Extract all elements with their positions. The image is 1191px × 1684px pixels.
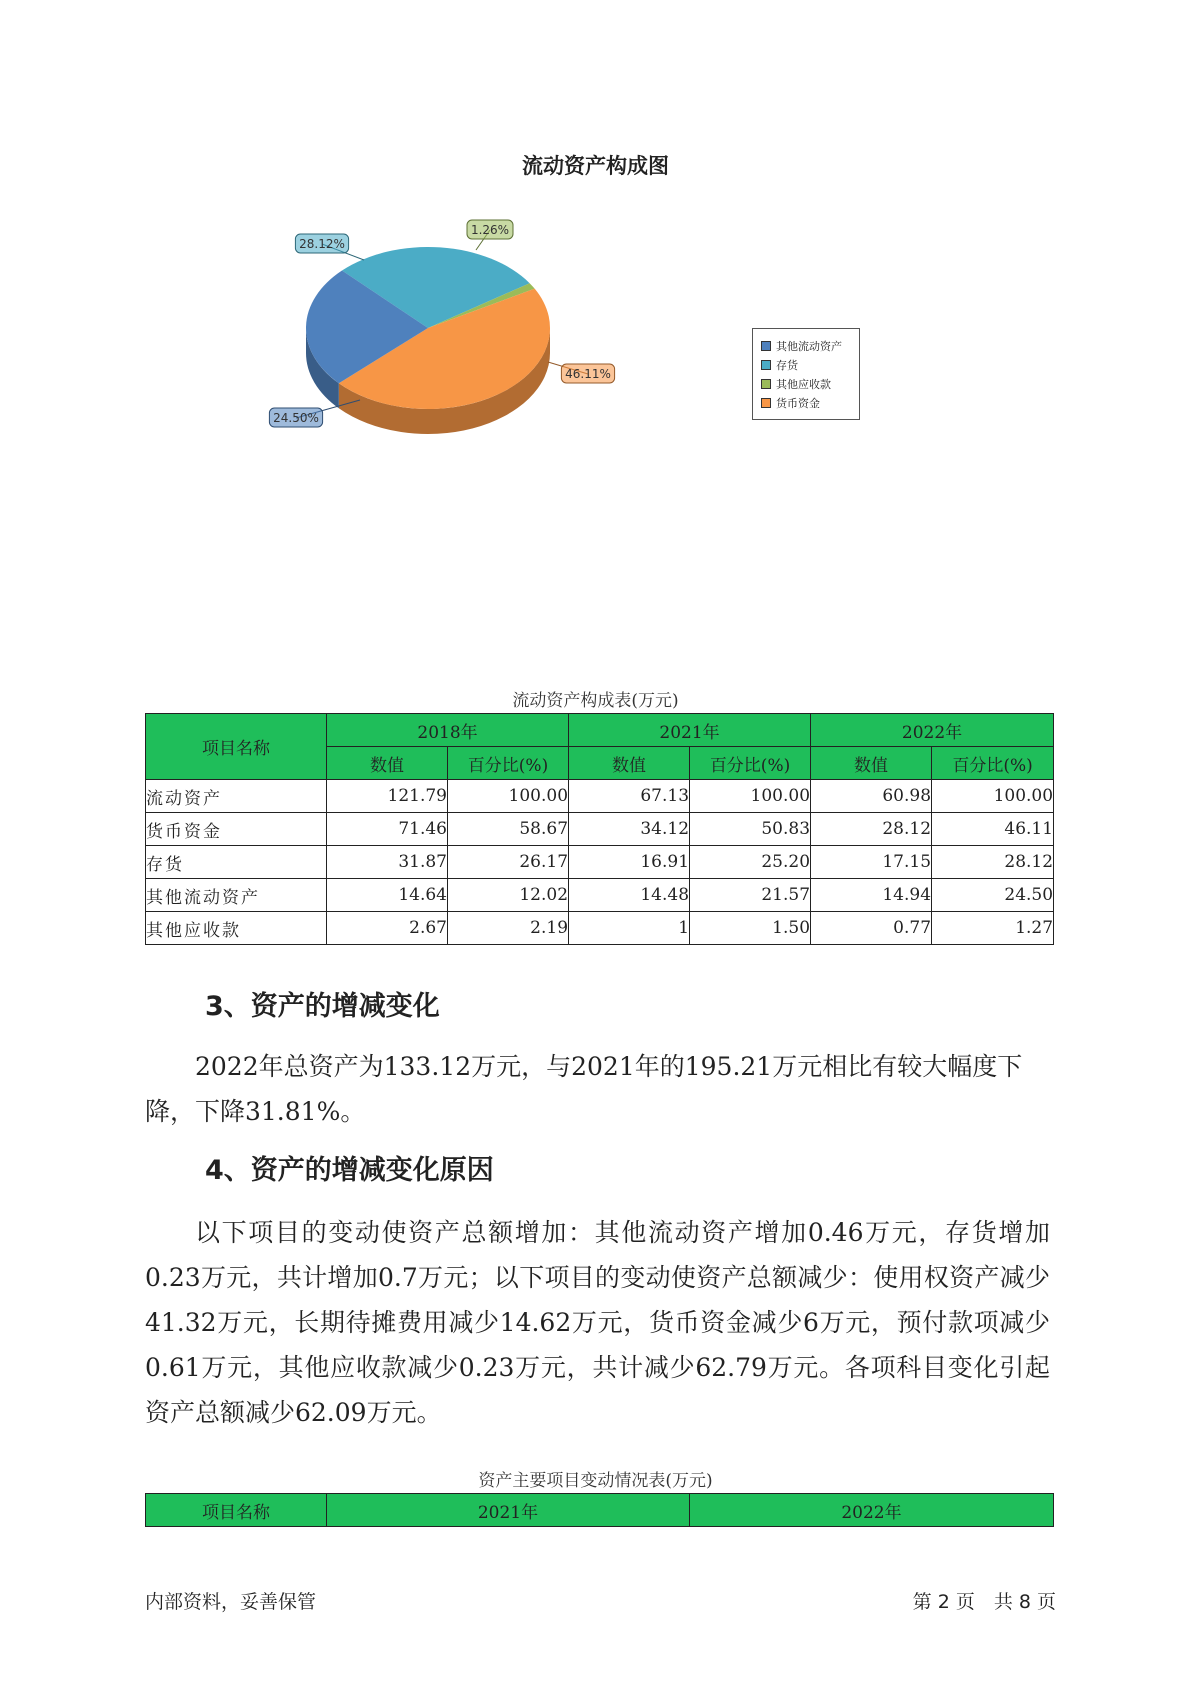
value-header: 数值: [569, 747, 690, 780]
section3-heading: 3、资产的增减变化: [205, 991, 440, 1022]
data-label: 46.11%: [565, 367, 611, 381]
table-row: [146, 912, 1054, 945]
legend-label: 其他流动资产: [776, 339, 842, 353]
percent-header: 百分比(%): [932, 747, 1054, 780]
section4-paragraph: 以下项目的变动使资产总额增加：其他流动资产增加0.46万元，存货增加0.23万元，共计增加0.7万元；以下项目的变动使资产总额减少：使用权资产减少41.32万元，长期待摊费用减少14.62万元，货币资金减少6万元，预付款项减少0.61万元，其他应收款减少0.23万元，共计减少62.79万元。各项科目变化引起资产总额减少62.09万元。: [145, 1218, 1050, 1427]
asset-changes-table: [145, 1493, 1054, 1527]
year-header: 2021年: [569, 714, 811, 747]
legend-label: 其他应收款: [776, 377, 831, 391]
cell: 100.00: [690, 780, 811, 813]
cell: 50.83: [690, 813, 811, 846]
table-row: [146, 780, 1054, 813]
year-header: 2022年: [811, 714, 1054, 747]
cell: 100.00: [448, 780, 569, 813]
cell: 14.48: [569, 879, 690, 912]
table2-caption: 资产主要项目变动情况表(万元): [478, 1471, 713, 1491]
section3-paragraph: 2022年总资产为133.12万元，与2021年的195.21万元相比有较大幅度下降，下降31.81%。: [145, 1052, 1023, 1126]
legend-item-other-receivables: [753, 374, 859, 393]
table-row: [146, 846, 1054, 879]
legend-label: 货币资金: [776, 396, 820, 410]
cell: 17.15: [811, 846, 932, 879]
cell: 71.46: [327, 813, 448, 846]
legend-swatch: [761, 379, 771, 389]
table-row: [146, 879, 1054, 912]
cell: 16.91: [569, 846, 690, 879]
item-name-header: 项目名称: [146, 1494, 327, 1527]
cell: 14.94: [811, 879, 932, 912]
chart-legend: [752, 328, 860, 420]
cell: 121.79: [327, 780, 448, 813]
cell: 1.50: [690, 912, 811, 945]
cell: 2.67: [327, 912, 448, 945]
year-header: 2022年: [690, 1494, 1054, 1527]
cell: 1: [569, 912, 690, 945]
year-header: 2021年: [327, 1494, 690, 1527]
cell: 60.98: [811, 780, 932, 813]
current-assets-table: [145, 713, 1054, 945]
legend-swatch: [761, 341, 771, 351]
cell: 2.19: [448, 912, 569, 945]
legend-label: 存货: [776, 358, 798, 372]
cell: 34.12: [569, 813, 690, 846]
cell: 12.02: [448, 879, 569, 912]
legend-swatch: [761, 398, 771, 408]
cell: 58.67: [448, 813, 569, 846]
data-label: 1.26%: [470, 223, 510, 237]
table-row: [146, 813, 1054, 846]
cell: 21.57: [690, 879, 811, 912]
row-label: 存货: [146, 846, 327, 879]
data-label: 24.50%: [273, 411, 319, 425]
data-label: 28.12%: [299, 237, 345, 251]
item-name-header: 项目名称: [146, 714, 327, 780]
legend-item-inventory: [753, 355, 859, 374]
value-header: 数值: [327, 747, 448, 780]
chart-title: 流动资产构成图: [522, 154, 669, 178]
value-header: 数值: [811, 747, 932, 780]
row-label: 其他流动资产: [146, 879, 327, 912]
legend-swatch: [761, 360, 771, 370]
cell: 28.12: [932, 846, 1054, 879]
cell: 1.27: [932, 912, 1054, 945]
cell: 46.11: [932, 813, 1054, 846]
pie-chart: [0, 0, 1191, 480]
cell: 26.17: [448, 846, 569, 879]
cell: 24.50: [932, 879, 1054, 912]
footer-right: 第 2 页 共 8 页: [912, 1591, 1056, 1613]
cell: 28.12: [811, 813, 932, 846]
cell: 100.00: [932, 780, 1054, 813]
row-label: 其他应收款: [146, 912, 327, 945]
row-label: 流动资产: [146, 780, 327, 813]
cell: 0.77: [811, 912, 932, 945]
cell: 31.87: [327, 846, 448, 879]
cell: 67.13: [569, 780, 690, 813]
legend-item-cash: [753, 393, 859, 412]
row-label: 货币资金: [146, 813, 327, 846]
table1-caption: 流动资产构成表(万元): [512, 691, 679, 711]
legend-item-other-current-assets: [753, 336, 859, 355]
footer-left: 内部资料，妥善保管: [145, 1591, 317, 1613]
section4-heading: 4、资产的增减变化原因: [205, 1155, 494, 1186]
percent-header: 百分比(%): [690, 747, 811, 780]
cell: 25.20: [690, 846, 811, 879]
year-header: 2018年: [327, 714, 569, 747]
percent-header: 百分比(%): [448, 747, 569, 780]
cell: 14.64: [327, 879, 448, 912]
